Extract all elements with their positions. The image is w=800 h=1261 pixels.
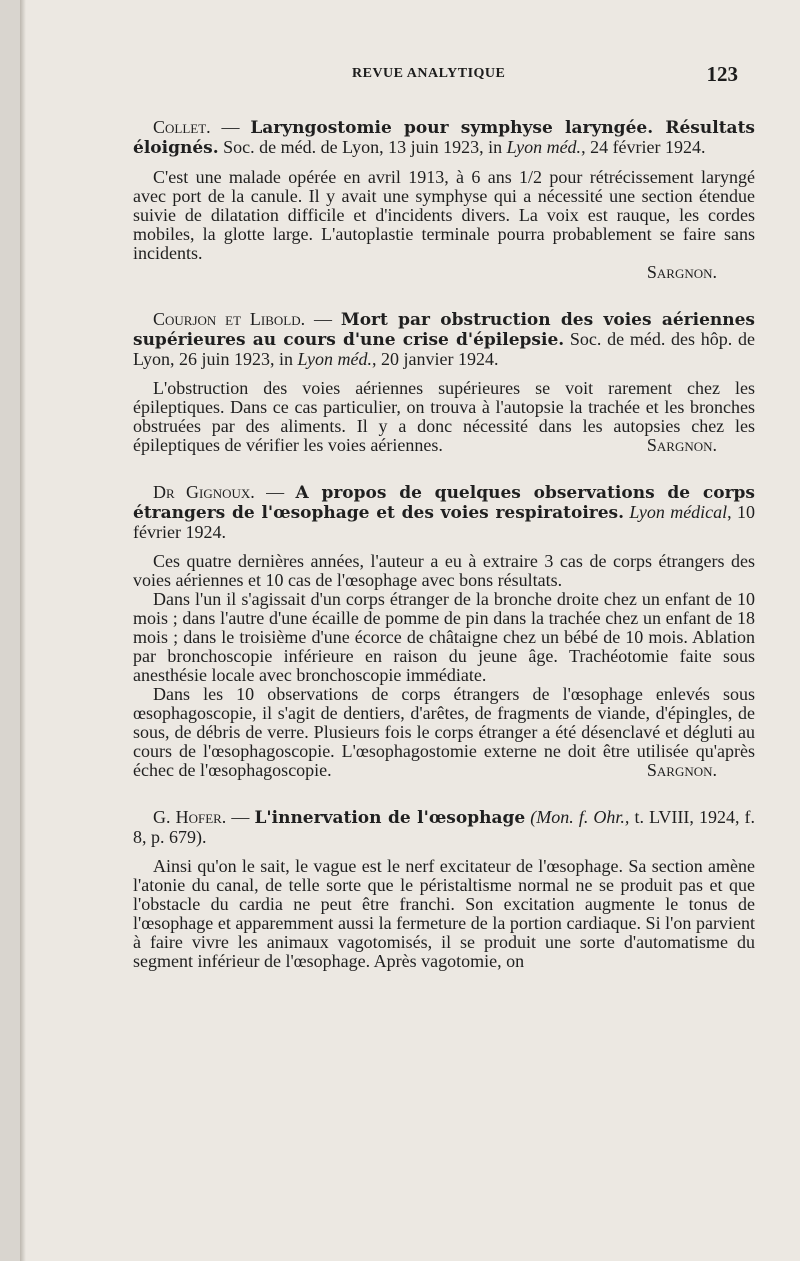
source-date: , 24 février 1924. <box>581 137 706 157</box>
separator: — <box>210 117 251 137</box>
source-date: , 20 janvier 1924. <box>371 349 499 369</box>
abstract-paragraph: C'est une malade opérée en avril 1913, à 6 ans 1/2 pour rétrécissement laryngé avec port de la canule. Il y avait une symphyse qui a nécessité une section étendue suivie de dilatation difficile et d'incidents divers. La voix est rauque, les cordes mobiles, la glotte large. L'autoplastie terminale pourra probablement se faire sans incidents. <box>133 167 755 263</box>
reviewer-signature: Sargnon. <box>646 760 717 780</box>
abstract-paragraph: Dans l'un il s'agissait d'un corps étranger de la bronche droite chez un enfant de 10 mois ; dans l'autre d'une écaille de pomme de pin dans la trachée chez un enfant de 18 mois ; dans le troisième d'une écorce de châtaigne chez un bébé de 10 mois. Ablation par bronchoscopie inférieure en raison du jeune âge. Trachéotomie faite sous anesthésie locale avec bronchoscopie immédiate. <box>133 589 755 685</box>
authors: Courjon et Libold. <box>153 309 306 329</box>
journal-name: (Mon. f. Ohr., <box>530 807 630 827</box>
citation <box>133 483 755 542</box>
article-title: Mort par obstruction des voies aériennes supérieures au cours d'une crise d'épilepsie. <box>133 310 756 350</box>
journal-name: Lyon méd. <box>297 349 372 369</box>
authors: Dr Gignoux. <box>153 482 255 502</box>
source-date: t. LVIII, 1924, f. 8, p. 679). <box>133 807 756 847</box>
source: Soc. de méd. des hôp. de Lyon, 26 juin 1923, in <box>133 329 755 369</box>
reviewer-signature: Sargnon. <box>646 262 717 282</box>
separator: — <box>226 807 255 827</box>
review-entry-collet <box>133 118 755 282</box>
review-entry-courjon <box>133 310 755 455</box>
abstract-paragraph <box>133 379 755 455</box>
binding-shadow <box>20 0 26 1261</box>
source: Soc. de méd. de Lyon, 13 juin 1923, in <box>218 137 507 157</box>
abstract-text: L'obstruction des voies aériennes supérieures se voit rarement chez les épileptiques. Dans ce cas particulier, on trouva à l'autopsie la trachée et les bronches obstruées par des aliments. Il y a donc nécessité dans les autopsies chez les épileptiques de vérifier les voies aériennes. <box>133 378 755 455</box>
citation <box>133 808 755 847</box>
abstract-text: Dans les 10 observations de corps étrangers de l'œsophage enlevés sous œsophagoscopie, il s'agit de dentiers, d'arêtes, de fragments de viande, d'épingles, de sous, de débris de verre. Plusieurs fois le corps étranger a été désenclavé et dégluti au cours de l'œsophagoscopie. L'œsophagostomie externe ne doit être utilisée qu'après échec de l'œsophagoscopie. <box>133 684 755 780</box>
article-title: Laryngostomie pour symphyse laryngée. Résultats éloignés. <box>133 118 755 158</box>
page-header <box>132 62 738 88</box>
article-title: L'innervation de l'œsophage <box>254 808 526 828</box>
authors: G. Hofer. <box>153 807 227 827</box>
abstract-paragraph: Ces quatre dernières années, l'auteur a eu à extraire 3 cas de corps étrangers des voies aériennes et 10 cas de l'œsophage avec bons résultats. <box>133 551 755 590</box>
abstract-paragraph <box>133 685 755 780</box>
text-column <box>133 118 755 999</box>
authors: Collet. <box>153 117 211 137</box>
review-entry-gignoux <box>133 483 755 780</box>
page-number: 123 <box>706 62 738 86</box>
separator: — <box>305 309 341 329</box>
citation <box>133 310 755 369</box>
abstract-paragraph: Ainsi qu'on le sait, le vague est le nerf excitateur de l'œsophage. Sa section amène l'atonie du canal, de telle sorte que le péristaltisme normal ne se produit pas et que l'obstacle du cardia ne peut être franchi. Son excitation augmente le tonus de l'œsophage et apparemment aussi la fermeture de la portion cardiaque. Si l'on parvient à faire vivre les animaux vagotomisés, il se produit une sorte d'automatisme du segment inférieur de l'œsophage. Après vagotomie, on <box>133 856 755 971</box>
running-head: REVUE ANALYTIQUE <box>352 66 506 81</box>
reviewer-signature: Sargnon. <box>646 435 717 455</box>
journal-name: Lyon médical <box>629 502 728 522</box>
source-date: , 10 février 1924. <box>133 502 756 542</box>
separator: — <box>254 482 296 502</box>
journal-name: Lyon méd. <box>506 137 582 157</box>
article-title: A propos de quelques observations de corps étrangers de l'œsophage et des voies respiratoires. <box>133 483 755 523</box>
review-entry-hofer <box>133 808 755 971</box>
citation <box>133 118 755 158</box>
